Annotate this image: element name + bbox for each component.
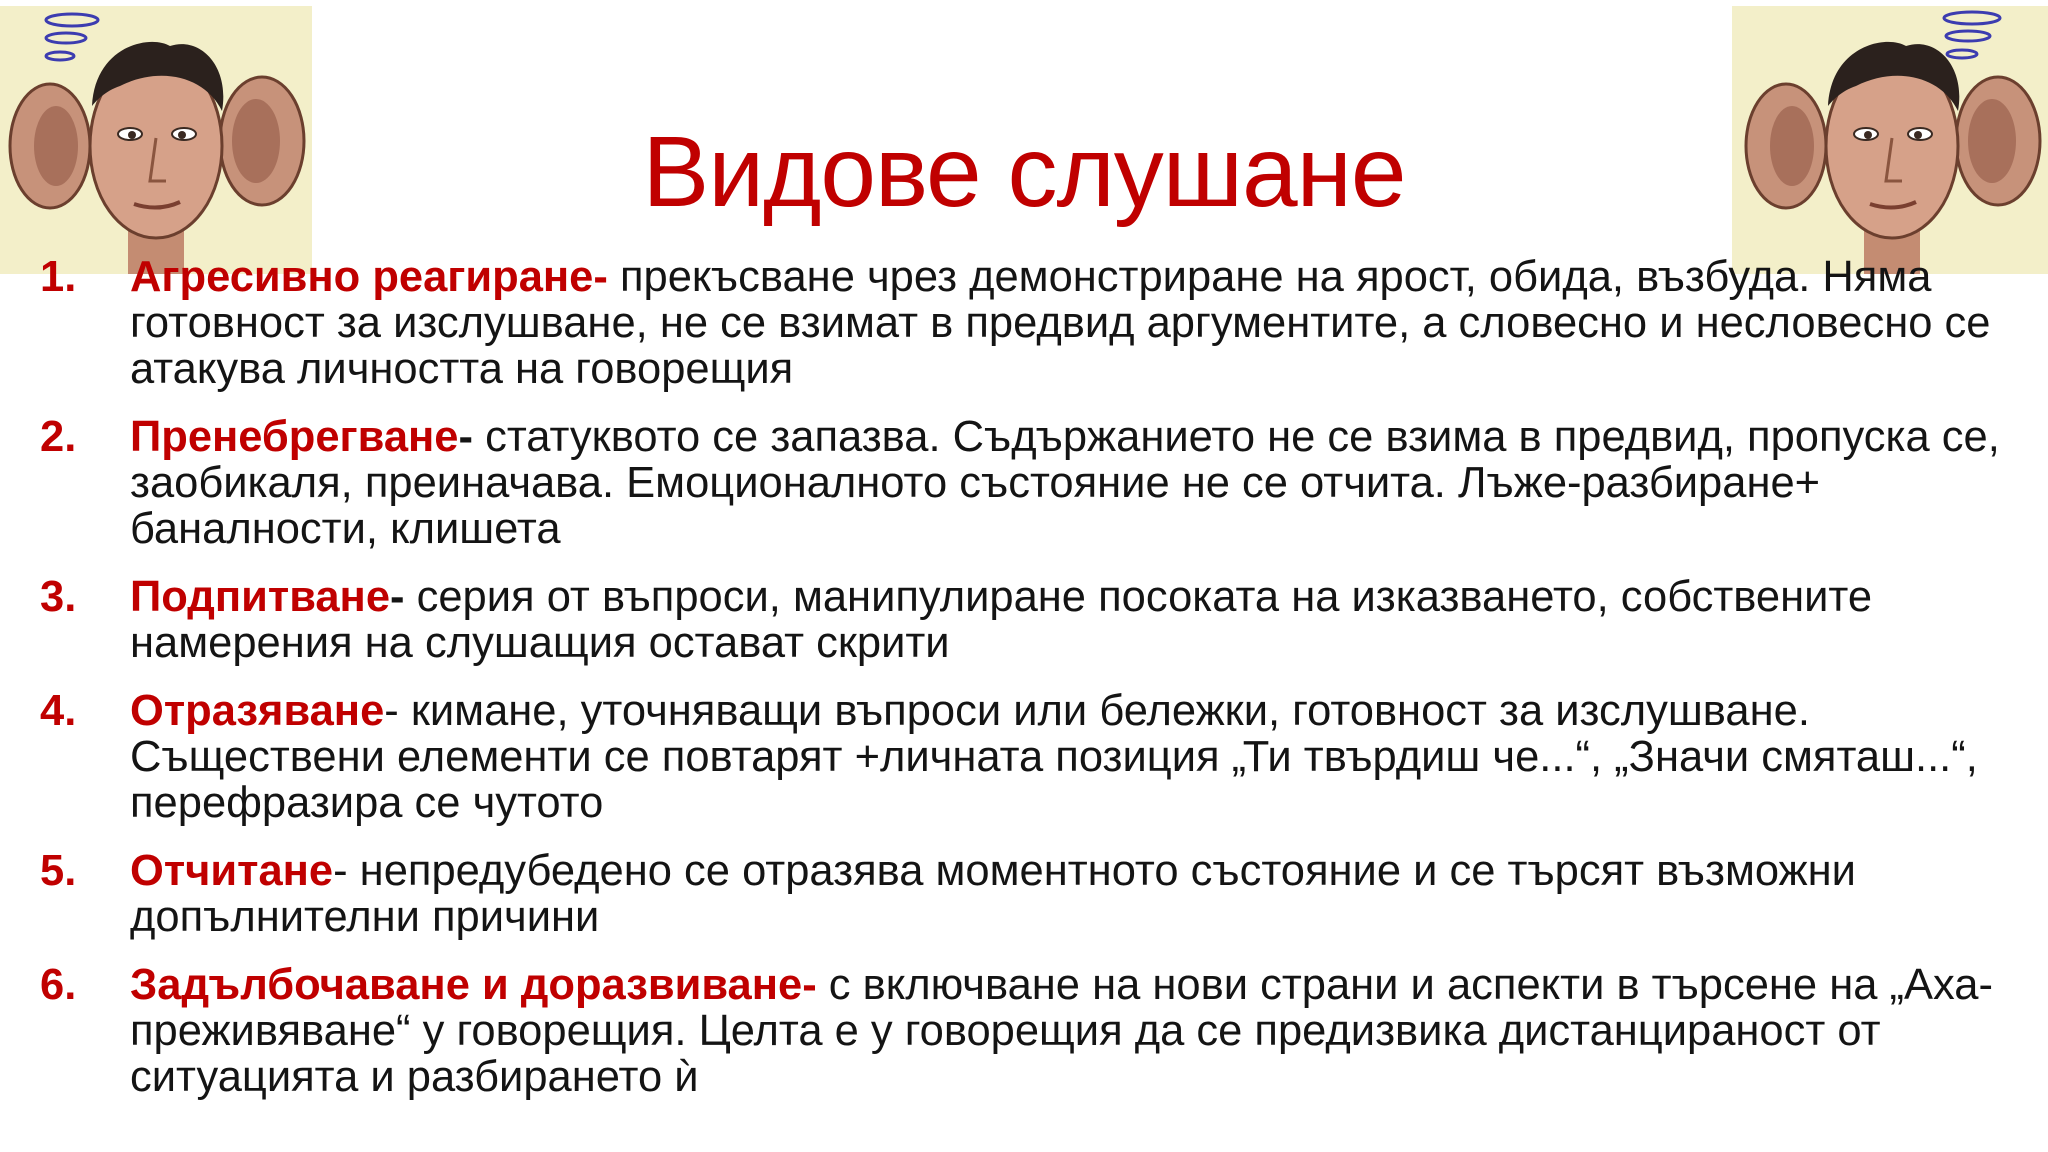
item-number: 5. — [40, 847, 77, 895]
list-item — [40, 574, 2015, 666]
slide-title: Видове слушане — [642, 116, 1406, 228]
item-number: 6. — [40, 961, 77, 1009]
item-term: Пренебрегване — [130, 413, 459, 461]
listening-types-list — [40, 254, 2015, 1122]
item-text: - непредубедено се отразява моментното състояние и се търсят възможни допълнителни причини — [130, 847, 1856, 941]
list-item — [40, 848, 2015, 940]
item-text: с включване на нови страни и аспекти в търсене на „Аха-преживяване“ у говорещия. Целта е у говорещия да се предизвика дистанцираност от ситуацията и разбирането ѝ — [130, 961, 1993, 1101]
item-number: 2. — [40, 413, 77, 461]
item-dash: - — [458, 413, 474, 461]
item-number: 3. — [40, 573, 77, 621]
list-item — [40, 414, 2015, 552]
list-item — [40, 254, 2015, 392]
list-item — [40, 962, 2015, 1100]
item-text: прекъсване чрез демонстриране на ярост, обида, възбуда. Няма готовност за изслушване, не се взимат в предвид аргументите, а словесно и несловесно се атакува личността на говорещия — [130, 253, 1991, 393]
item-text: серия от въпроси, манипулиране посоката на изказването, собствените намерения на слушащия остават скрити — [130, 573, 1873, 667]
item-term: Отразяване — [130, 687, 385, 735]
item-term: Подпитване — [130, 573, 391, 621]
item-term: Отчитане — [130, 847, 334, 895]
item-number: 4. — [40, 687, 77, 735]
item-number: 1. — [40, 253, 77, 301]
item-term: Агресивно реагиране- — [130, 253, 608, 301]
item-text: - кимане, уточняващи въпроси или бележки, готовност за изслушване. Съществени елементи се повтарят +личната позиция „Ти твърдиш че...“, „Значи смяташ...“, перефразира се чутото — [130, 687, 1978, 827]
item-term: Задълбочаване и доразвиване- — [130, 961, 817, 1009]
item-dash: - — [390, 573, 405, 621]
item-text: статуквото се запазва. Съдържанието не се взима в предвид, пропуска се, заобикаля, преиначава. Емоционалното състояние не се отчита. Лъже-разбиране+ баналности, клишета — [130, 413, 2000, 553]
list-item — [40, 688, 2015, 826]
